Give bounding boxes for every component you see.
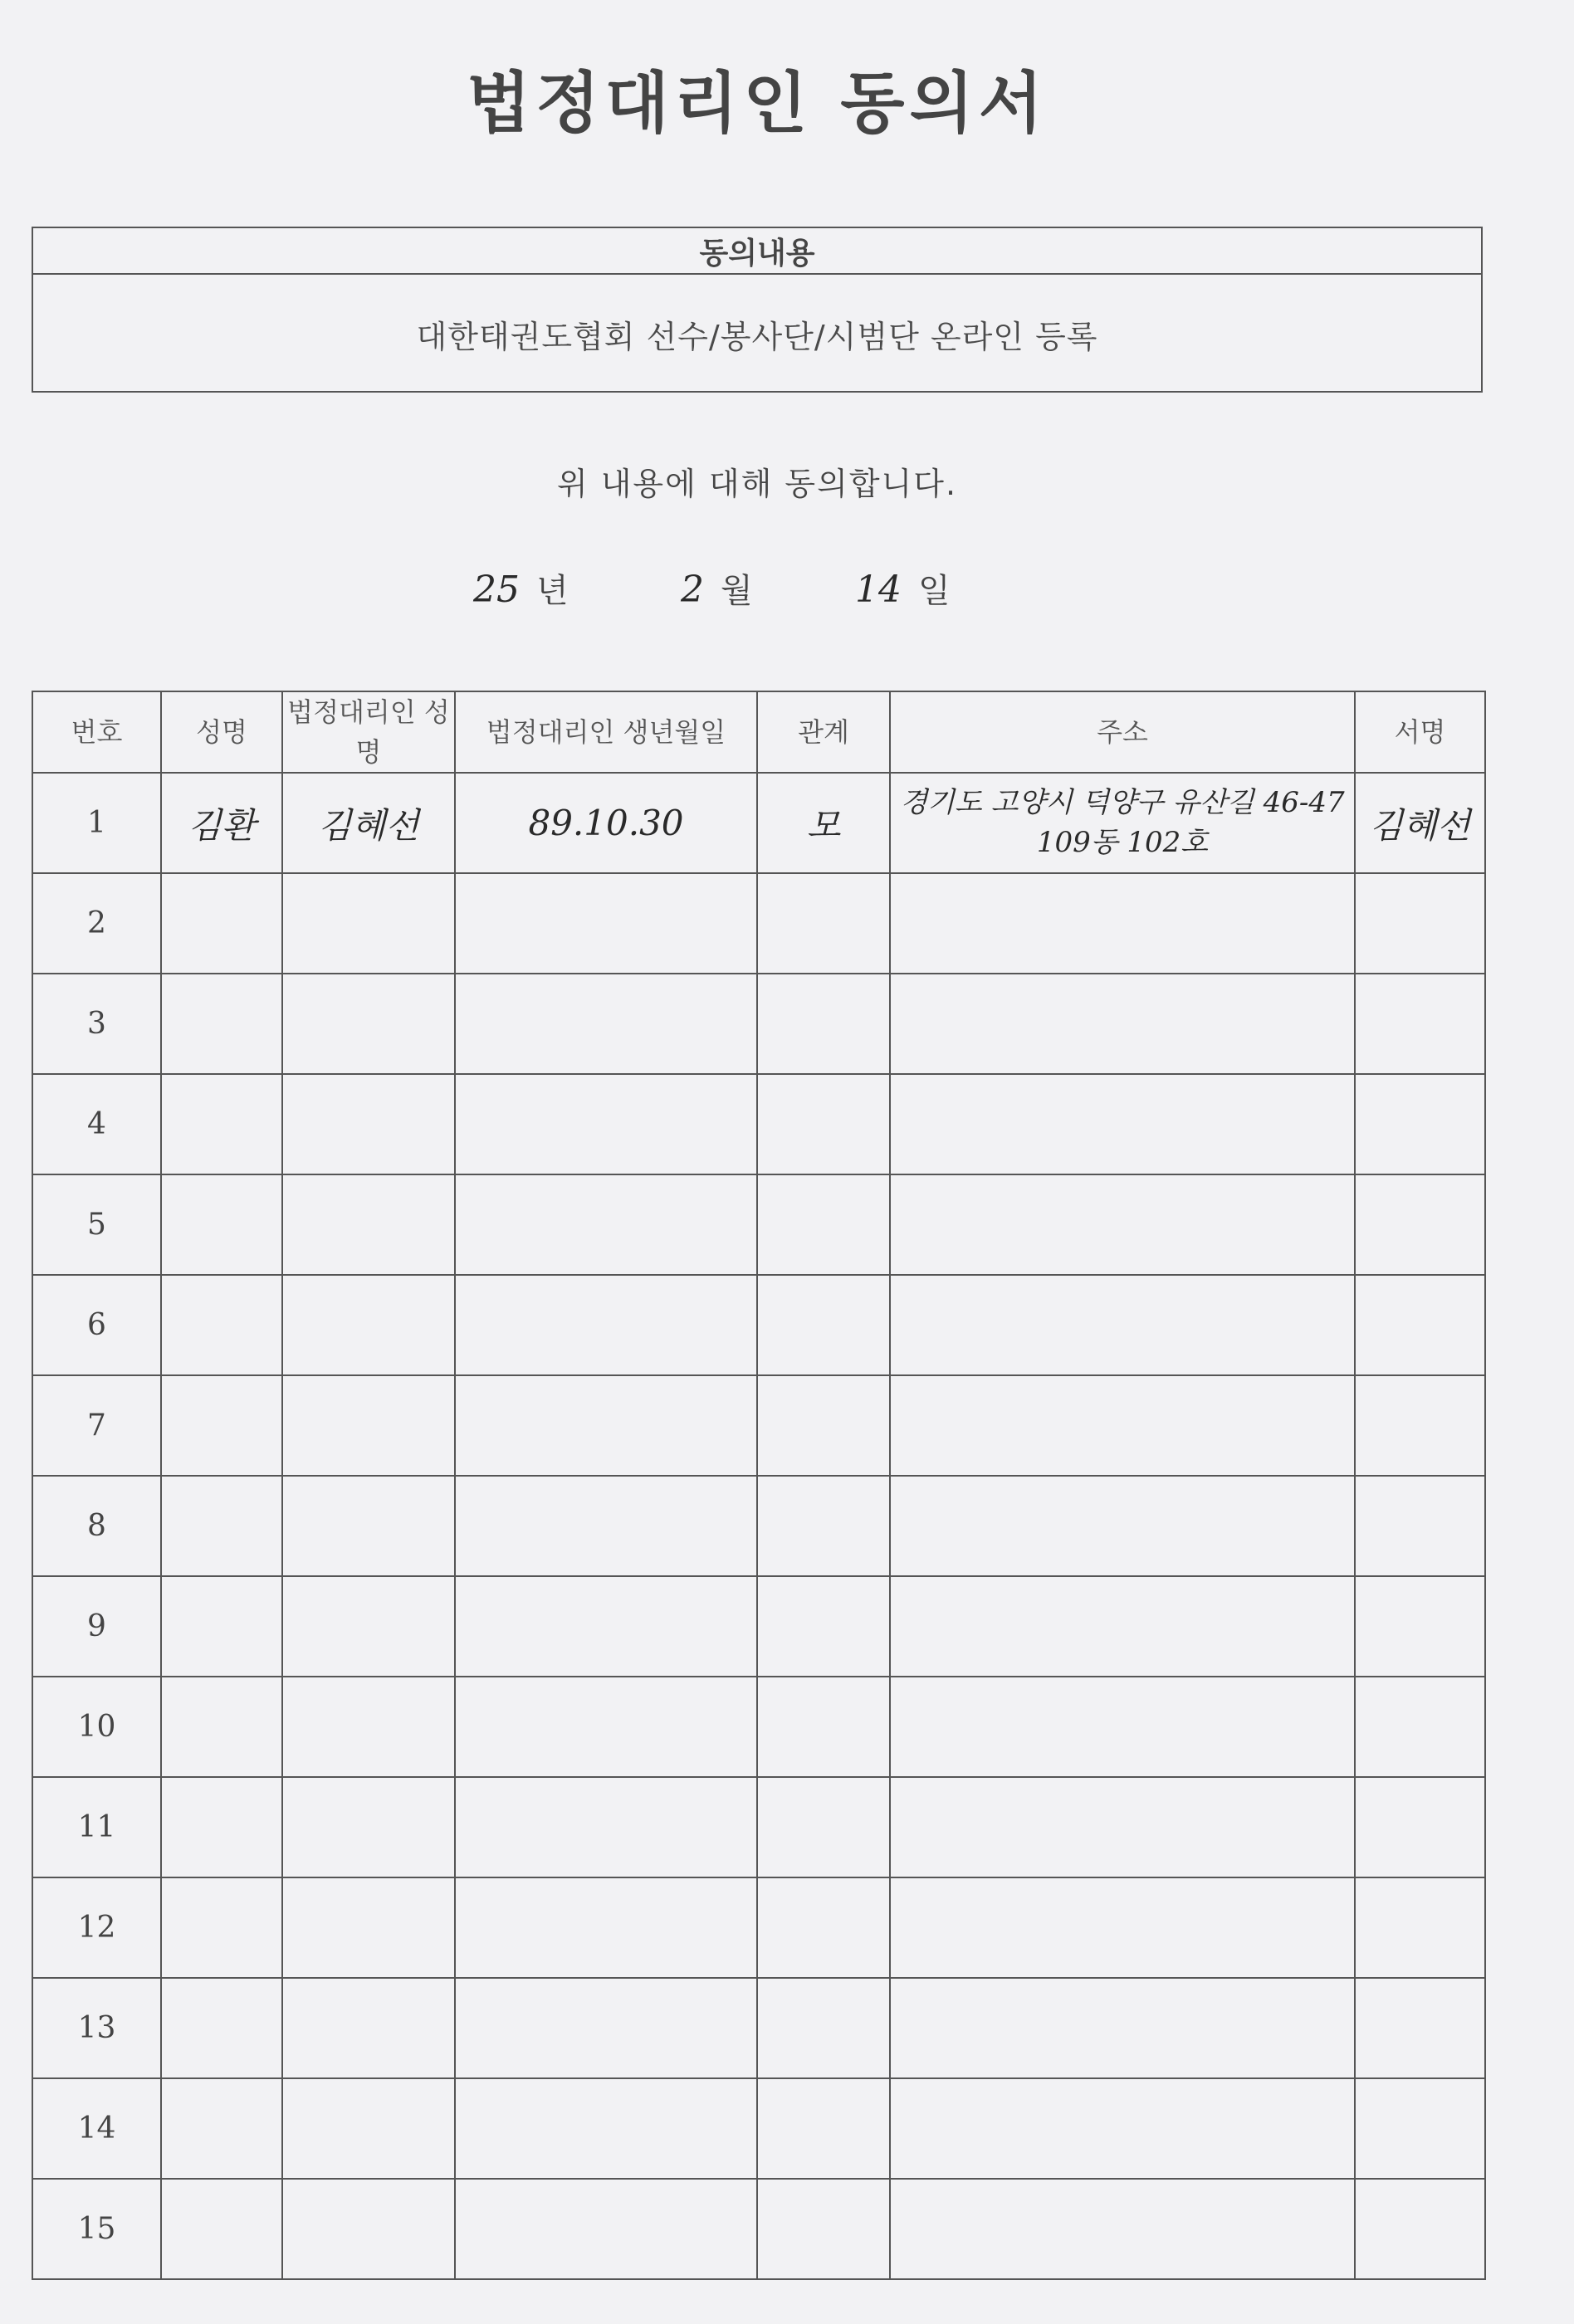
roster-table [32,691,1486,2280]
cell-signature[interactable]: 김혜선 [1355,773,1485,873]
header-address: 주소 [890,691,1355,773]
cell-name[interactable] [161,974,282,1074]
cell-guardian-name[interactable] [282,1275,455,1375]
cell-name[interactable] [161,1375,282,1476]
cell-guardian-name[interactable] [282,873,455,974]
table-row [32,1275,1485,1375]
cell-relation[interactable] [757,974,890,1074]
cell-relation[interactable] [757,1777,890,1877]
cell-no: 11 [32,1777,161,1877]
cell-name[interactable] [161,1777,282,1877]
cell-no: 12 [32,1877,161,1978]
cell-address[interactable] [890,2078,1355,2179]
header-guardian-birth: 법정대리인 생년월일 [455,691,757,773]
cell-guardian-name[interactable] [282,1677,455,1777]
cell-guardian-birth[interactable] [455,1978,757,2078]
cell-guardian-birth[interactable] [455,1877,757,1978]
cell-guardian-birth[interactable] [455,1275,757,1375]
consent-box [32,227,1483,393]
header-relation: 관계 [757,691,890,773]
cell-signature[interactable] [1355,1174,1485,1275]
cell-no: 9 [32,1576,161,1677]
cell-no: 2 [32,873,161,974]
date-year [473,564,569,612]
cell-no: 14 [32,2078,161,2179]
cell-signature[interactable] [1355,2078,1485,2179]
cell-signature[interactable] [1355,2179,1485,2279]
date-month-value: 2 [681,569,704,611]
cell-guardian-birth[interactable] [455,1677,757,1777]
cell-signature[interactable] [1355,1275,1485,1375]
cell-signature[interactable] [1355,1677,1485,1777]
cell-address[interactable] [890,1978,1355,2078]
date-year-label: 년 [536,572,569,610]
cell-guardian-name[interactable] [282,2078,455,2179]
cell-signature[interactable] [1355,1074,1485,1174]
table-row [32,2179,1485,2279]
cell-guardian-birth[interactable] [455,974,757,1074]
cell-guardian-name[interactable] [282,2179,455,2279]
header-signature: 서명 [1355,691,1485,773]
cell-guardian-birth[interactable] [455,2078,757,2179]
cell-no: 7 [32,1375,161,1476]
table-row [32,773,1485,873]
header-no: 번호 [32,691,161,773]
date-day-value: 14 [855,569,902,611]
cell-signature[interactable] [1355,1978,1485,2078]
cell-address[interactable] [890,1877,1355,1978]
header-name: 성명 [161,691,282,773]
cell-relation[interactable] [757,1978,890,2078]
cell-signature[interactable] [1355,1576,1485,1677]
table-row [32,873,1485,974]
cell-guardian-birth[interactable] [455,1174,757,1275]
table-row [32,1174,1485,1275]
cell-address[interactable] [890,1677,1355,1777]
cell-address[interactable] [890,1174,1355,1275]
table-header-row [32,691,1485,773]
cell-address[interactable] [890,2179,1355,2279]
cell-address[interactable] [890,1777,1355,1877]
cell-relation[interactable] [757,1677,890,1777]
date-month-label: 월 [721,572,753,610]
date-day [855,564,951,612]
table-row [32,1476,1485,1576]
cell-address[interactable] [890,1576,1355,1677]
cell-guardian-name[interactable] [282,1174,455,1275]
cell-name[interactable] [161,1174,282,1275]
consent-header: 동의내용 [33,228,1481,275]
cell-guardian-name[interactable]: 김혜선 [282,773,455,873]
cell-no: 4 [32,1074,161,1174]
cell-relation[interactable]: 모 [757,773,890,873]
cell-address[interactable] [890,1275,1355,1375]
cell-name[interactable]: 김환 [161,773,282,873]
cell-relation[interactable] [757,2179,890,2279]
date-month [681,564,753,612]
header-guardian-name: 법정대리인 성명 [282,691,455,773]
table-row [32,1978,1485,2078]
document-title: 법정대리인 동의서 [466,65,1049,142]
cell-address[interactable] [890,974,1355,1074]
cell-relation[interactable] [757,2078,890,2179]
cell-guardian-name[interactable] [282,1476,455,1576]
cell-no: 10 [32,1677,161,1777]
cell-guardian-name[interactable] [282,1375,455,1476]
cell-relation[interactable] [757,1877,890,1978]
cell-signature[interactable] [1355,873,1485,974]
cell-name[interactable] [161,1877,282,1978]
cell-relation[interactable] [757,1174,890,1275]
cell-signature[interactable] [1355,1877,1485,1978]
cell-guardian-name[interactable] [282,1777,455,1877]
table-row [32,1877,1485,1978]
cell-address[interactable]: 경기도 고양시 덕양구 유산길 46-47 109동 102호 [890,773,1355,873]
date-year-value: 25 [473,569,520,611]
cell-address[interactable] [890,873,1355,974]
cell-relation[interactable] [757,1074,890,1174]
cell-guardian-name[interactable] [282,1877,455,1978]
cell-relation[interactable] [757,1275,890,1375]
cell-no: 13 [32,1978,161,2078]
table-row [32,1074,1485,1174]
cell-guardian-birth[interactable]: 89.10.30 [455,773,757,873]
cell-signature[interactable] [1355,1476,1485,1576]
cell-guardian-name[interactable] [282,1978,455,2078]
cell-name[interactable] [161,1677,282,1777]
cell-guardian-birth[interactable] [455,1777,757,1877]
cell-guardian-birth[interactable] [455,1074,757,1174]
table-row [32,1677,1485,1777]
cell-signature[interactable] [1355,1777,1485,1877]
consent-content: 대한태권도협회 선수/봉사단/시범단 온라인 등록 [416,318,1098,355]
cell-guardian-birth[interactable] [455,1375,757,1476]
table-row [32,1777,1485,1877]
cell-guardian-birth[interactable] [455,2179,757,2279]
cell-relation[interactable] [757,873,890,974]
cell-no: 1 [32,773,161,873]
cell-relation[interactable] [757,1375,890,1476]
cell-no: 5 [32,1174,161,1275]
cell-signature[interactable] [1355,974,1485,1074]
cell-name[interactable] [161,2179,282,2279]
cell-no: 3 [32,974,161,1074]
cell-signature[interactable] [1355,1375,1485,1476]
cell-guardian-birth[interactable] [455,1576,757,1677]
cell-address[interactable] [890,1074,1355,1174]
cell-name[interactable] [161,1275,282,1375]
cell-name[interactable] [161,1476,282,1576]
cell-no: 6 [32,1275,161,1375]
table-row [32,2078,1485,2179]
agreement-text: 위 내용에 대해 동의합니다. [556,466,958,502]
cell-address[interactable] [890,1476,1355,1576]
cell-relation[interactable] [757,1476,890,1576]
cell-guardian-birth[interactable] [455,1476,757,1576]
cell-guardian-birth[interactable] [455,873,757,974]
date-day-label: 일 [918,572,951,610]
cell-guardian-name[interactable] [282,1074,455,1174]
cell-guardian-name[interactable] [282,1576,455,1677]
table-row [32,1576,1485,1677]
cell-no: 8 [32,1476,161,1576]
cell-name[interactable] [161,1074,282,1174]
roster-body [32,773,1485,2279]
cell-name[interactable] [161,873,282,974]
table-row [32,974,1485,1074]
cell-name[interactable] [161,1576,282,1677]
table-row [32,1375,1485,1476]
cell-name[interactable] [161,2078,282,2179]
cell-guardian-name[interactable] [282,974,455,1074]
cell-name[interactable] [161,1978,282,2078]
cell-address[interactable] [890,1375,1355,1476]
cell-relation[interactable] [757,1576,890,1677]
cell-no: 15 [32,2179,161,2279]
